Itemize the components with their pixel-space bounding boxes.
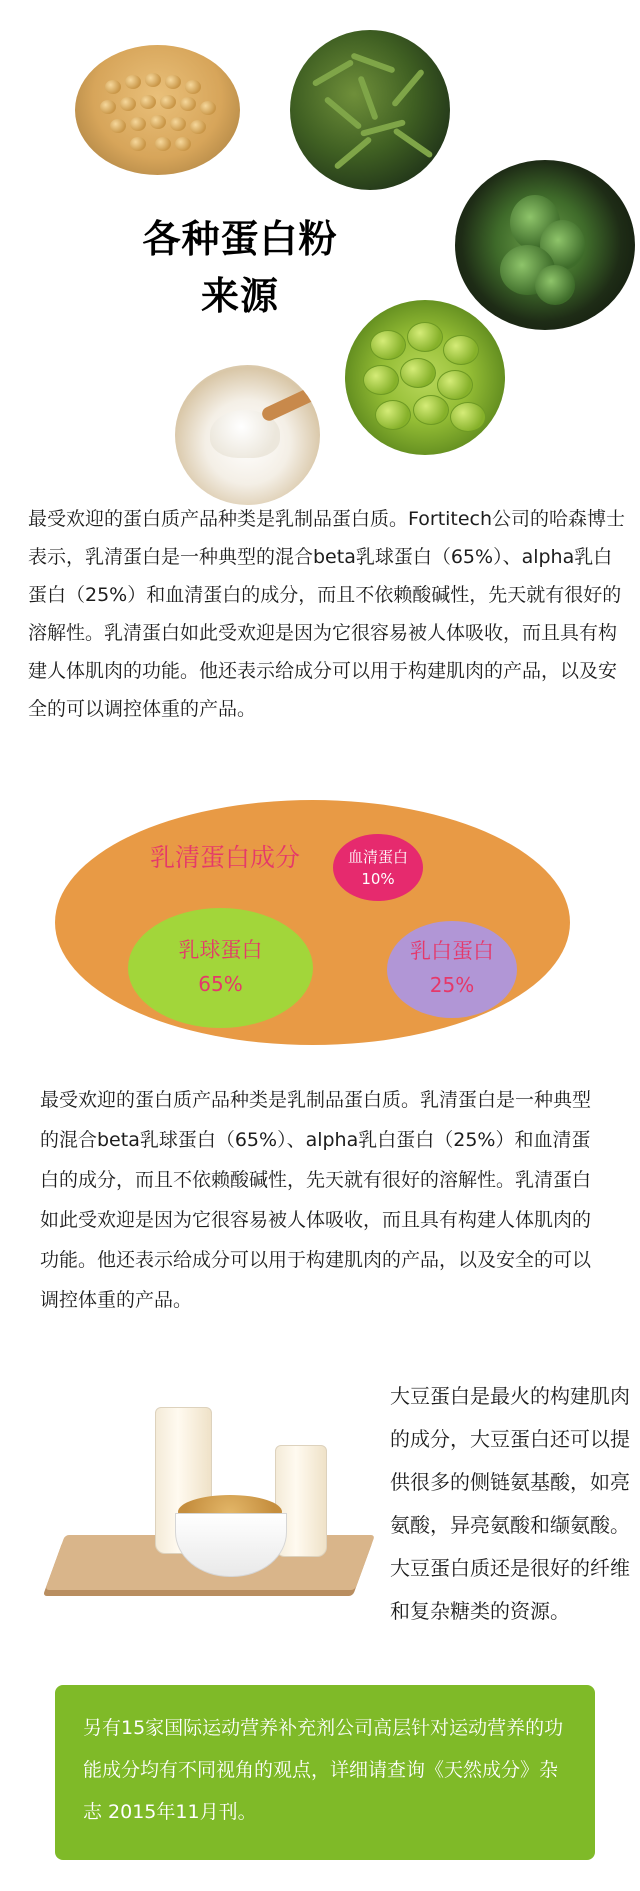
soy-milk-photo bbox=[50, 1395, 370, 1620]
soy-protein-paragraph: 大豆蛋白是最火的构建肌肉的成分，大豆蛋白还可以提供很多的侧链氨基酸，如亮氨酸，异亮氨酸和缬氨酸。大豆蛋白质还是很好的纤维和复杂糖类的资源。 bbox=[390, 1384, 630, 1623]
lactalbumin-label: 乳白蛋白 bbox=[410, 939, 494, 963]
diagram-title: 乳清蛋白成分 bbox=[150, 843, 301, 872]
whey-composition-diagram bbox=[55, 800, 570, 1045]
lactoglobulin-percent: 65% bbox=[198, 972, 243, 996]
serum-protein-percent: 10% bbox=[361, 870, 395, 888]
soybeans-photo bbox=[75, 45, 240, 175]
intro-paragraph: 最受欢迎的蛋白质产品种类是乳制品蛋白质。Fortitech公司的哈森博士表示，乳清蛋白是一种典型的混合beta乳球蛋白（65%）、alpha乳白蛋白（25%）和血清蛋白的成分，而且不依赖酸碱性，先天就有很好的溶解性。乳清蛋白如此受欢迎是因为它很容易被人体吸收，而且具有构建人体肌肉的功能。他还表示给成分可以用于构建肌肉的产品，以及安全的可以调控体重的产品。 bbox=[28, 508, 626, 720]
page-title-line1: 各种蛋白粉 bbox=[142, 217, 338, 261]
green-plant-bud-photo bbox=[455, 160, 635, 330]
magazine-note-text: 另有15家国际运动营养补充剂公司高层针对运动营养的功能成分均有不同视角的观点，详细请查询《天然成分》杂志 2015年11月刊。 bbox=[83, 1717, 564, 1823]
magazine-note-box bbox=[55, 1685, 595, 1860]
lactalbumin-ellipse bbox=[387, 921, 517, 1018]
lactoglobulin-ellipse bbox=[128, 908, 313, 1028]
whey-paragraph: 最受欢迎的蛋白质产品种类是乳制品蛋白质。乳清蛋白是一种典型的混合beta乳球蛋白（65%）、alpha乳白蛋白（25%）和血清蛋白的成分，而且不依赖酸碱性，先天就有很好的溶解性。乳清蛋白如此受欢迎是因为它很容易被人体吸收，而且具有构建人体肌肉的功能。他还表示给成分可以用于构建肌肉的产品，以及安全的可以调控体重的产品。 bbox=[40, 1089, 592, 1311]
green-tea-photo bbox=[290, 30, 450, 190]
serum-protein-ellipse bbox=[333, 834, 423, 901]
fava-beans-photo bbox=[345, 300, 505, 455]
page-title-line2: 来源 bbox=[200, 274, 279, 318]
serum-protein-label: 血清蛋白 bbox=[347, 848, 408, 866]
protein-powder-photo bbox=[175, 365, 320, 505]
lactalbumin-percent: 25% bbox=[429, 973, 475, 997]
lactoglobulin-label: 乳球蛋白 bbox=[178, 938, 263, 962]
